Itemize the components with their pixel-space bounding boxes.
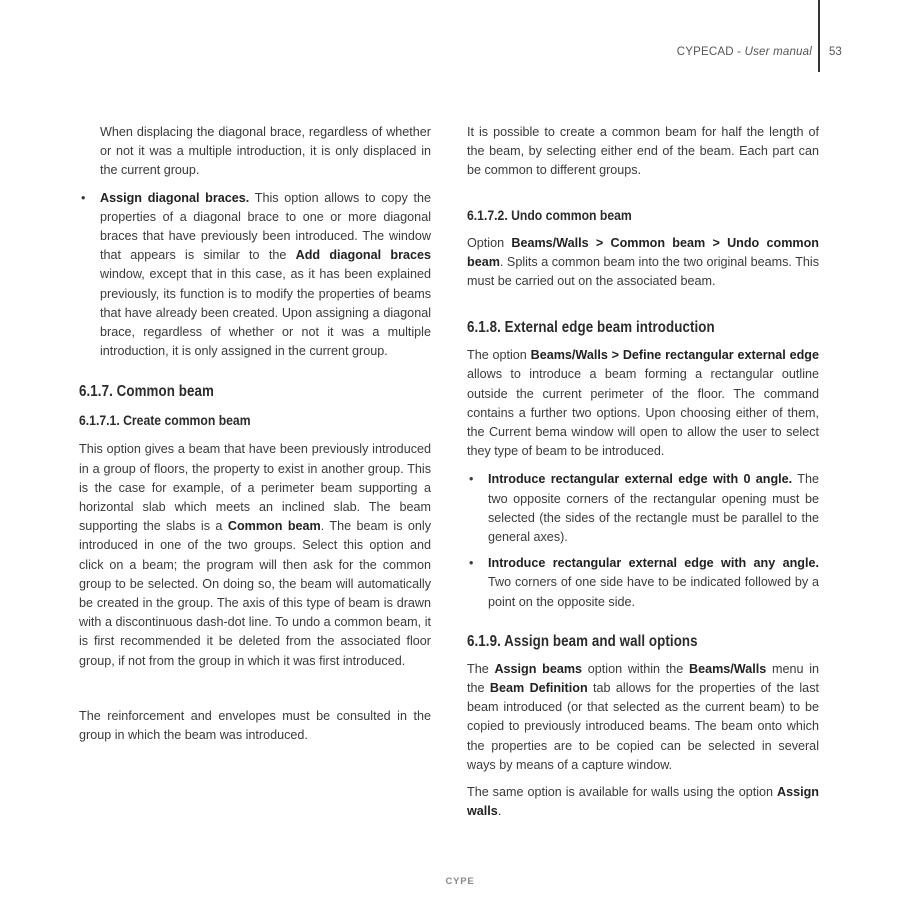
header-product: CYPECAD: [676, 46, 734, 58]
running-header: CYPECAD - User manual: [676, 46, 812, 58]
page-number: 53: [829, 46, 842, 58]
header-divider: [818, 0, 820, 72]
bullet-lead: Introduce rectangular external edge with any angle.: [488, 556, 819, 571]
paragraph-reinforcement: The reinforcement and envelopes must be consulted in the group in which the beam was introduced.: [79, 708, 431, 743]
paragraph-external-edge: The option Beams/Walls > Define rectangular external edge allows to introduce a beam forming a rectangular outline outside the current perimeter of the floor. The command contains a further two options. Upon choosing either of them, the Current bema window will open to allow the user to select they type of beam to be introduced.: [467, 348, 819, 459]
paragraph-half-length: It is possible to create a common beam for half the length of the beam, by selecting either end of the beam. Each part can be common to different groups.: [467, 125, 819, 178]
bullet-lead: Assign diagonal braces.: [100, 190, 250, 205]
heading-assign-beam-wall: 6.1.9. Assign beam and wall options: [467, 632, 698, 650]
paragraph-undo-common-beam: Option Beams/Walls > Common beam > Undo common beam. Splits a common beam into the two original beams. This must be carried out on the associated beam.: [467, 235, 819, 289]
paragraph-displacing: When displacing the diagonal brace, regardless of whether or not it was a multiple introduction, it is only displaced in the current group.: [100, 125, 431, 178]
bullet-any-angle: • Introduce rectangular external edge with any angle. Two corners of one side have to be indicated followed by a point on the opposite side.: [469, 556, 819, 609]
bullet-assign-diagonal-braces: • Assign diagonal braces. This option allows to copy the properties of a diagonal brace to one or more diagonal braces that have previously been introduced. The window that appears is similar to the Add diagonal braces window, except that in this case, as it has been explained previously, its function is to modify the properties of beams that have already been created. Upon assigning a diagonal brace, regardless of whether or not it was a multiple introduction, it is only assigned in the current group.: [81, 190, 432, 359]
bullet-dot: •: [469, 556, 474, 571]
left-column: [79, 123, 431, 745]
bullet-zero-angle: • Introduce rectangular external edge with 0 angle. The two opposite corners of the rectangular opening must be selected (the sides of the rectangle must be parallel to the general axes).: [469, 472, 819, 545]
heading-undo-common-beam: 6.1.7.2. Undo common beam: [467, 207, 632, 224]
right-column: [467, 123, 819, 821]
paragraph-assign-beams: The Assign beams option within the Beams/Walls menu in the Beam Definition tab allows for the properties of the last beam introduced (or that selected as the current beam) to be copied to previously introduced beams. The beam onto which the properties are to be copied can be selected in several ways by means of a capture window.: [467, 661, 819, 772]
paragraph-create-common-beam: This option gives a beam that have been previously introduced in a group of floors, the property to exist in another group. This is the case for example, of a perimeter beam supporting a horizontal slab which meets an inclined slab. The beam supporting the slabs is a Common beam. The beam is only introduced in one of the two groups. Select this option and click on a beam; the program will then ask for the common group to be selected. On doing so, the beam will automatically be created in the group. The axis of this type of beam is drawn with a discontinuous dash-dot line. To undo a common beam, it is first recommended it be deleted from the associated floor group, if not from the group in which it was first introduced.: [79, 442, 432, 668]
heading-create-common-beam: 6.1.7.1. Create common beam: [79, 413, 251, 430]
bullet-lead: Introduce rectangular external edge with 0 angle.: [488, 472, 793, 487]
bullet-dot: •: [469, 472, 474, 487]
bullet-dot: •: [81, 190, 86, 205]
header-manual-title: User manual: [744, 46, 812, 58]
heading-external-edge: 6.1.8. External edge beam introduction: [467, 319, 715, 337]
heading-common-beam: 6.1.7. Common beam: [79, 383, 214, 401]
footer-brand: CYPE: [445, 876, 475, 887]
paragraph-assign-walls: The same option is available for walls using the option Assign walls.: [467, 785, 819, 819]
